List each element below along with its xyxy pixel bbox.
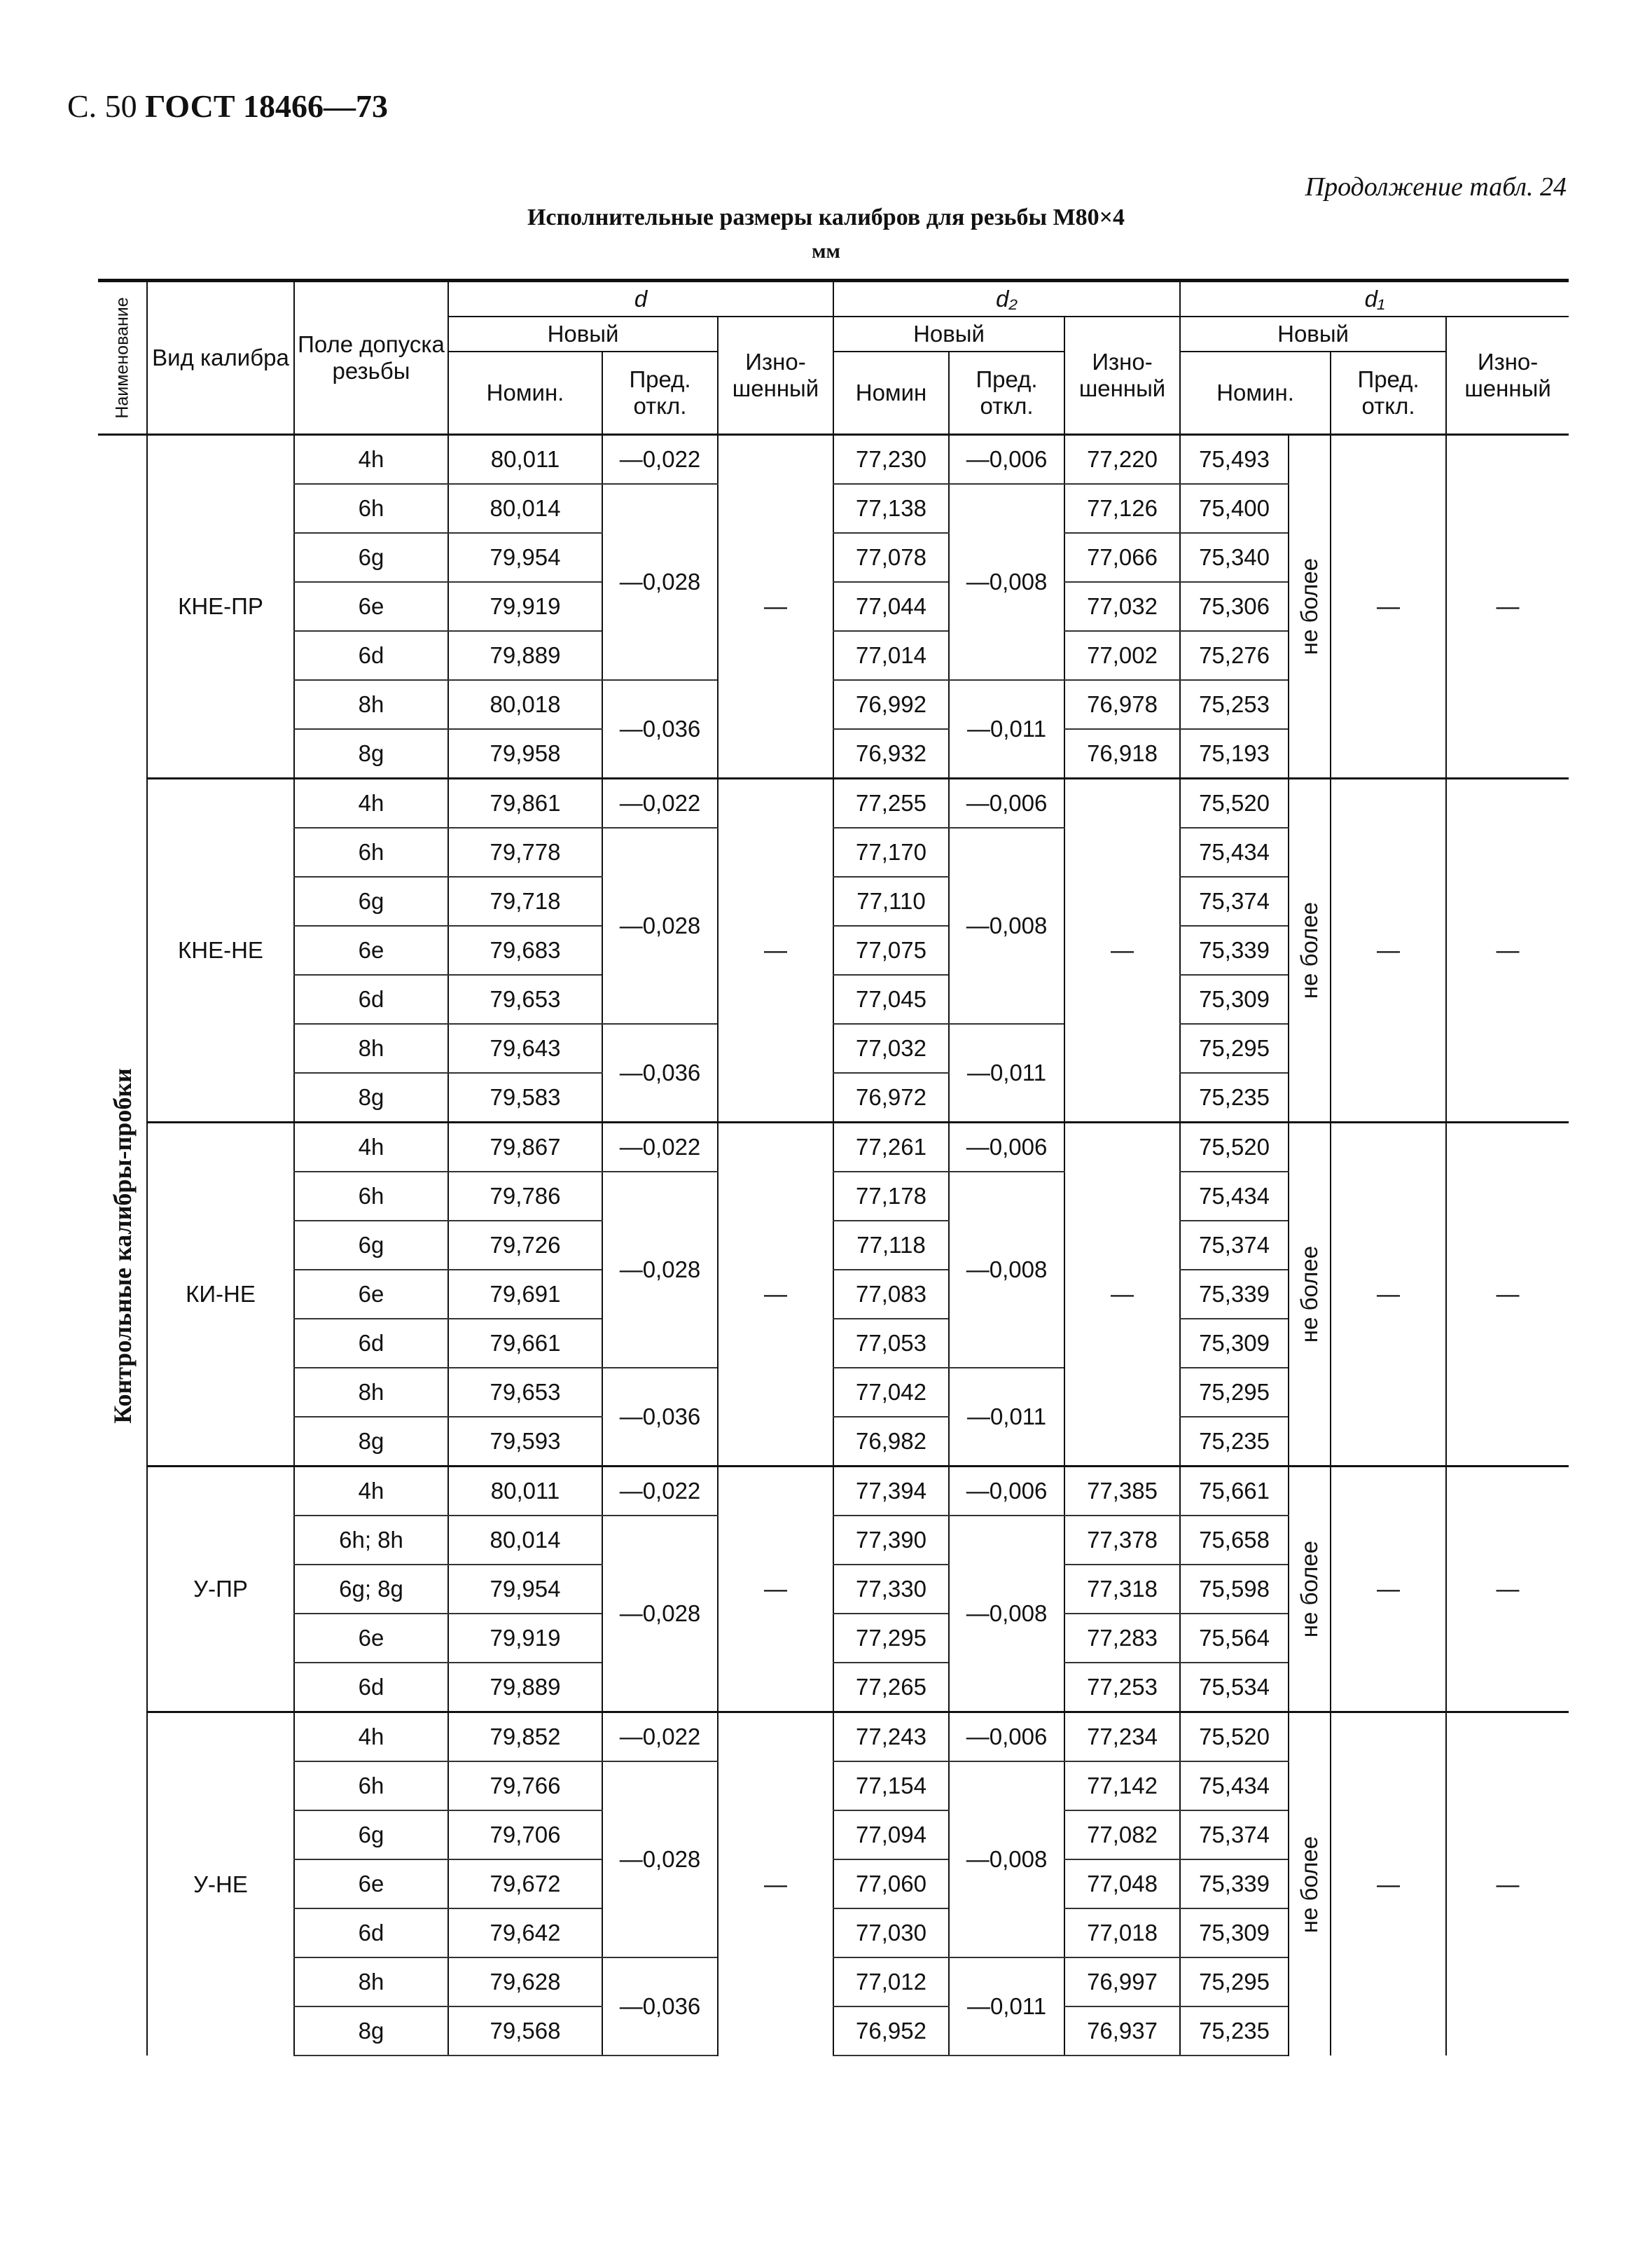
tolerance-field: 6h [294,1761,448,1810]
d2-nominal: 77,243 [833,1712,949,1762]
d-nominal: 79,852 [448,1712,602,1762]
tolerance-field: 6h [294,1172,448,1221]
tolerance-field: 8h [294,1957,448,2006]
tolerance-field: 4h [294,435,448,485]
d2-deviation: —0,008 [949,828,1064,1024]
d1-nominal: 75,661 [1180,1467,1289,1516]
d-worn-dash: — [718,779,833,1123]
d2-nominal: 77,045 [833,975,949,1024]
column-header-field: Поле допуска резьбы [294,281,448,435]
tolerance-field: 8h [294,1024,448,1073]
d1-nominal: 75,306 [1180,582,1289,631]
tolerance-field: 6d [294,1319,448,1368]
d2-nominal: 77,014 [833,631,949,680]
d2-deviation: —0,008 [949,1516,1064,1712]
d1-deviation-dash: — [1331,1123,1446,1467]
d1-nominal: 75,374 [1180,1810,1289,1859]
d2-deviation: —0,006 [949,1712,1064,1762]
gauge-kind: КНЕ-НЕ [147,779,294,1123]
d-deviation: —0,022 [602,435,718,485]
d1-nominal: 75,598 [1180,1565,1289,1614]
d-nominal: 79,919 [448,1614,602,1663]
d2-nominal: 77,255 [833,779,949,829]
table-unit: мм [812,240,840,263]
tolerance-field: 6g [294,1810,448,1859]
table-row [98,1123,1569,1172]
not-more-label: не более [1296,1245,1323,1343]
d-nominal: 79,661 [448,1319,602,1368]
d2-worn: 77,018 [1064,1908,1180,1957]
d2-nominal: 77,178 [833,1172,949,1221]
tolerance-field: 6e [294,1270,448,1319]
d1-deviation-dash: — [1331,1467,1446,1712]
d1-worn-dash: — [1446,435,1569,779]
tolerance-field: 6d [294,975,448,1024]
d-deviation: —0,028 [602,828,718,1024]
d2-worn-dash: — [1064,1123,1180,1467]
d2-nominal: 77,030 [833,1908,949,1957]
d2-nominal: 77,110 [833,877,949,926]
d-nominal: 79,766 [448,1761,602,1810]
tolerance-field: 6d [294,1908,448,1957]
tolerance-field: 8h [294,1368,448,1417]
d2-nominal: 77,042 [833,1368,949,1417]
d2-worn: 77,048 [1064,1859,1180,1908]
d-nominal: 79,861 [448,779,602,829]
table-row [98,779,1569,829]
tolerance-field: 4h [294,1467,448,1516]
d2-worn: 76,978 [1064,680,1180,729]
d2-nominal: 77,083 [833,1270,949,1319]
tolerance-field: 6e [294,926,448,975]
d2-deviation: —0,008 [949,484,1064,680]
column-header-d-nominal: Номин. [448,352,602,435]
d2-nominal: 77,295 [833,1614,949,1663]
d-deviation: —0,022 [602,1123,718,1172]
d2-deviation: —0,008 [949,1172,1064,1368]
d2-nominal: 77,170 [833,828,949,877]
tolerance-field: 8g [294,1417,448,1467]
standard-number: ГОСТ 18466—73 [145,88,389,124]
d1-nominal: 75,493 [1180,435,1289,485]
gauge-kind: КИ-НЕ [147,1123,294,1467]
d1-nominal: 75,520 [1180,1123,1289,1172]
d-deviation: —0,028 [602,1516,718,1712]
d1-nominal: 75,235 [1180,1073,1289,1123]
column-header-d2-worn: Изно- шенный [1064,317,1180,435]
d2-deviation: —0,006 [949,1123,1064,1172]
d2-worn: 77,283 [1064,1614,1180,1663]
column-header-kind: Вид калибра [147,281,294,435]
d-nominal: 79,653 [448,975,602,1024]
column-header-d1: d₁ [1180,281,1569,317]
d-deviation: —0,036 [602,680,718,779]
d-nominal: 79,778 [448,828,602,877]
tolerance-field: 6h [294,484,448,533]
d2-deviation: —0,006 [949,779,1064,829]
d-nominal: 80,011 [448,1467,602,1516]
d2-deviation: —0,011 [949,680,1064,779]
tolerance-field: 8g [294,2006,448,2056]
d-nominal: 79,683 [448,926,602,975]
d-deviation: —0,022 [602,1712,718,1762]
page-number: С. 50 [67,88,137,124]
table-row [98,1467,1569,1516]
column-header-d1-nominal: Номин. [1180,352,1331,435]
d2-worn: 77,234 [1064,1712,1180,1762]
d2-nominal: 77,265 [833,1663,949,1712]
d2-deviation: —0,006 [949,435,1064,485]
d1-nominal: 75,295 [1180,1368,1289,1417]
d2-worn: 77,378 [1064,1516,1180,1565]
table-row [98,435,1569,485]
d1-not-more-cell [1289,1123,1331,1467]
d1-nominal: 75,534 [1180,1663,1289,1712]
d2-worn: 76,997 [1064,1957,1180,2006]
d2-nominal: 77,138 [833,484,949,533]
d-deviation: —0,028 [602,484,718,680]
d2-worn-dash: — [1064,779,1180,1123]
d2-nominal: 77,060 [833,1859,949,1908]
gauge-kind: У-НЕ [147,1712,294,2056]
d2-nominal: 77,075 [833,926,949,975]
d1-worn-dash: — [1446,1712,1569,2056]
d-deviation: —0,022 [602,779,718,829]
tolerance-field: 6g [294,533,448,582]
table-row [98,1712,1569,1762]
d1-nominal: 75,309 [1180,975,1289,1024]
d1-deviation-dash: — [1331,779,1446,1123]
d-nominal: 79,593 [448,1417,602,1467]
tolerance-field: 6g; 8g [294,1565,448,1614]
not-more-label: не более [1296,557,1323,656]
d-nominal: 79,919 [448,582,602,631]
gauge-dimensions-table [98,279,1569,2056]
column-header-name-text: Наименование [112,297,132,419]
d-worn-dash: — [718,435,833,779]
d1-nominal: 75,193 [1180,729,1289,779]
d-nominal: 79,954 [448,1565,602,1614]
tolerance-field: 6d [294,631,448,680]
d2-deviation: —0,006 [949,1467,1064,1516]
tolerance-field: 6g [294,877,448,926]
column-header-d-deviation: Пред. откл. [602,352,718,435]
tolerance-field: 6g [294,1221,448,1270]
d1-not-more-cell [1289,435,1331,779]
d1-nominal: 75,434 [1180,1761,1289,1810]
column-header-d1-new: Новый [1180,317,1446,352]
d1-worn-dash: — [1446,1123,1569,1467]
d2-nominal: 77,230 [833,435,949,485]
d2-nominal: 77,154 [833,1761,949,1810]
table-continuation-note: Продолжение табл. 24 [1305,172,1567,202]
d-nominal: 79,889 [448,631,602,680]
tolerance-field: 6e [294,582,448,631]
d-nominal: 79,867 [448,1123,602,1172]
d2-nominal: 76,992 [833,680,949,729]
d1-nominal: 75,400 [1180,484,1289,533]
d1-nominal: 75,434 [1180,828,1289,877]
column-header-d-new: Новый [448,317,718,352]
d2-worn: 77,220 [1064,435,1180,485]
d1-nominal: 75,374 [1180,1221,1289,1270]
tolerance-field: 4h [294,779,448,829]
d-nominal: 79,672 [448,1859,602,1908]
d1-nominal: 75,520 [1180,1712,1289,1762]
column-header-d2-deviation: Пред. откл. [949,352,1064,435]
gauge-kind: КНЕ-ПР [147,435,294,779]
d-nominal: 79,568 [448,2006,602,2056]
tolerance-field: 6d [294,1663,448,1712]
d1-deviation-dash: — [1331,435,1446,779]
d2-worn: 77,385 [1064,1467,1180,1516]
tolerance-field: 4h [294,1123,448,1172]
d2-worn: 76,937 [1064,2006,1180,2056]
table-body [98,435,1569,2056]
d2-deviation: —0,008 [949,1761,1064,1957]
d2-worn: 76,918 [1064,729,1180,779]
tolerance-field: 6h; 8h [294,1516,448,1565]
d1-not-more-cell [1289,779,1331,1123]
page-header [67,88,388,125]
d1-nominal: 75,253 [1180,680,1289,729]
column-header-d: d [448,281,833,317]
d1-nominal: 75,658 [1180,1516,1289,1565]
d1-deviation-dash: — [1331,1712,1446,2056]
column-header-d2-new: Новый [833,317,1064,352]
d2-nominal: 76,952 [833,2006,949,2056]
d2-nominal: 76,932 [833,729,949,779]
d-deviation: —0,028 [602,1761,718,1957]
tolerance-field: 6e [294,1614,448,1663]
d1-not-more-cell [1289,1712,1331,2056]
d1-nominal: 75,339 [1180,1859,1289,1908]
d-nominal: 79,691 [448,1270,602,1319]
tolerance-field: 6h [294,828,448,877]
d-nominal: 79,642 [448,1908,602,1957]
d-nominal: 79,726 [448,1221,602,1270]
d1-worn-dash: — [1446,779,1569,1123]
d2-deviation: —0,011 [949,1024,1064,1123]
d1-nominal: 75,235 [1180,1417,1289,1467]
d-worn-dash: — [718,1467,833,1712]
d-nominal: 80,014 [448,484,602,533]
d-nominal: 79,628 [448,1957,602,2006]
d2-worn: 77,126 [1064,484,1180,533]
column-header-d1-worn: Изно- шенный [1446,317,1569,435]
d2-nominal: 77,330 [833,1565,949,1614]
d2-nominal: 77,261 [833,1123,949,1172]
d-nominal: 79,643 [448,1024,602,1073]
d-deviation: —0,036 [602,1957,718,2056]
d2-deviation: —0,011 [949,1368,1064,1467]
d2-nominal: 77,012 [833,1957,949,2006]
d-nominal: 79,706 [448,1810,602,1859]
d2-nominal: 76,972 [833,1073,949,1123]
d1-nominal: 75,295 [1180,1024,1289,1073]
d-deviation: —0,036 [602,1368,718,1467]
d1-nominal: 75,295 [1180,1957,1289,2006]
d1-nominal: 75,374 [1180,877,1289,926]
d-nominal: 79,958 [448,729,602,779]
d1-nominal: 75,340 [1180,533,1289,582]
column-header-name [98,281,147,435]
tolerance-field: 8g [294,1073,448,1123]
d-nominal: 80,014 [448,1516,602,1565]
d2-worn: 77,082 [1064,1810,1180,1859]
d-nominal: 79,653 [448,1368,602,1417]
table-caption: Исполнительные размеры калибров для резьбы М80×4 [527,204,1125,230]
d1-nominal: 75,339 [1180,1270,1289,1319]
d1-nominal: 75,434 [1180,1172,1289,1221]
tolerance-field: 6e [294,1859,448,1908]
d-nominal: 79,583 [448,1073,602,1123]
d2-nominal: 77,118 [833,1221,949,1270]
d-worn-dash: — [718,1123,833,1467]
d-deviation: —0,028 [602,1172,718,1368]
d1-nominal: 75,309 [1180,1319,1289,1368]
tolerance-field: 8g [294,729,448,779]
d1-nominal: 75,564 [1180,1614,1289,1663]
d2-deviation: —0,011 [949,1957,1064,2056]
tolerance-field: 4h [294,1712,448,1762]
d2-nominal: 77,394 [833,1467,949,1516]
d2-nominal: 77,094 [833,1810,949,1859]
d-nominal: 80,018 [448,680,602,729]
d2-worn: 77,142 [1064,1761,1180,1810]
d2-worn: 77,032 [1064,582,1180,631]
d-nominal: 80,011 [448,435,602,485]
group-name-cell [98,435,147,2056]
d2-nominal: 77,044 [833,582,949,631]
d-nominal: 79,889 [448,1663,602,1712]
d2-worn: 77,253 [1064,1663,1180,1712]
d1-nominal: 75,276 [1180,631,1289,680]
d-nominal: 79,786 [448,1172,602,1221]
d1-worn-dash: — [1446,1467,1569,1712]
d2-nominal: 77,390 [833,1516,949,1565]
column-header-d2: d₂ [833,281,1180,317]
d1-not-more-cell [1289,1467,1331,1712]
d2-worn: 77,002 [1064,631,1180,680]
column-header-d2-nominal: Номин [833,352,949,435]
d2-nominal: 77,032 [833,1024,949,1073]
d1-nominal: 75,339 [1180,926,1289,975]
column-header-d1-deviation: Пред. откл. [1331,352,1446,435]
not-more-label: не более [1296,901,1323,999]
d1-nominal: 75,520 [1180,779,1289,829]
d-nominal: 79,954 [448,533,602,582]
d2-nominal: 77,053 [833,1319,949,1368]
tolerance-field: 8h [294,680,448,729]
d2-nominal: 76,982 [833,1417,949,1467]
d1-nominal: 75,309 [1180,1908,1289,1957]
d2-worn: 77,318 [1064,1565,1180,1614]
group-name: Контрольные калибры-пробки [108,1067,137,1424]
d-deviation: —0,022 [602,1467,718,1516]
d-deviation: —0,036 [602,1024,718,1123]
d2-worn: 77,066 [1064,533,1180,582]
d-worn-dash: — [718,1712,833,2056]
d2-nominal: 77,078 [833,533,949,582]
gauge-kind: У-ПР [147,1467,294,1712]
column-header-d-worn: Изно- шенный [718,317,833,435]
not-more-label: не более [1296,1540,1323,1638]
not-more-label: не более [1296,1836,1323,1933]
d-nominal: 79,718 [448,877,602,926]
d1-nominal: 75,235 [1180,2006,1289,2056]
